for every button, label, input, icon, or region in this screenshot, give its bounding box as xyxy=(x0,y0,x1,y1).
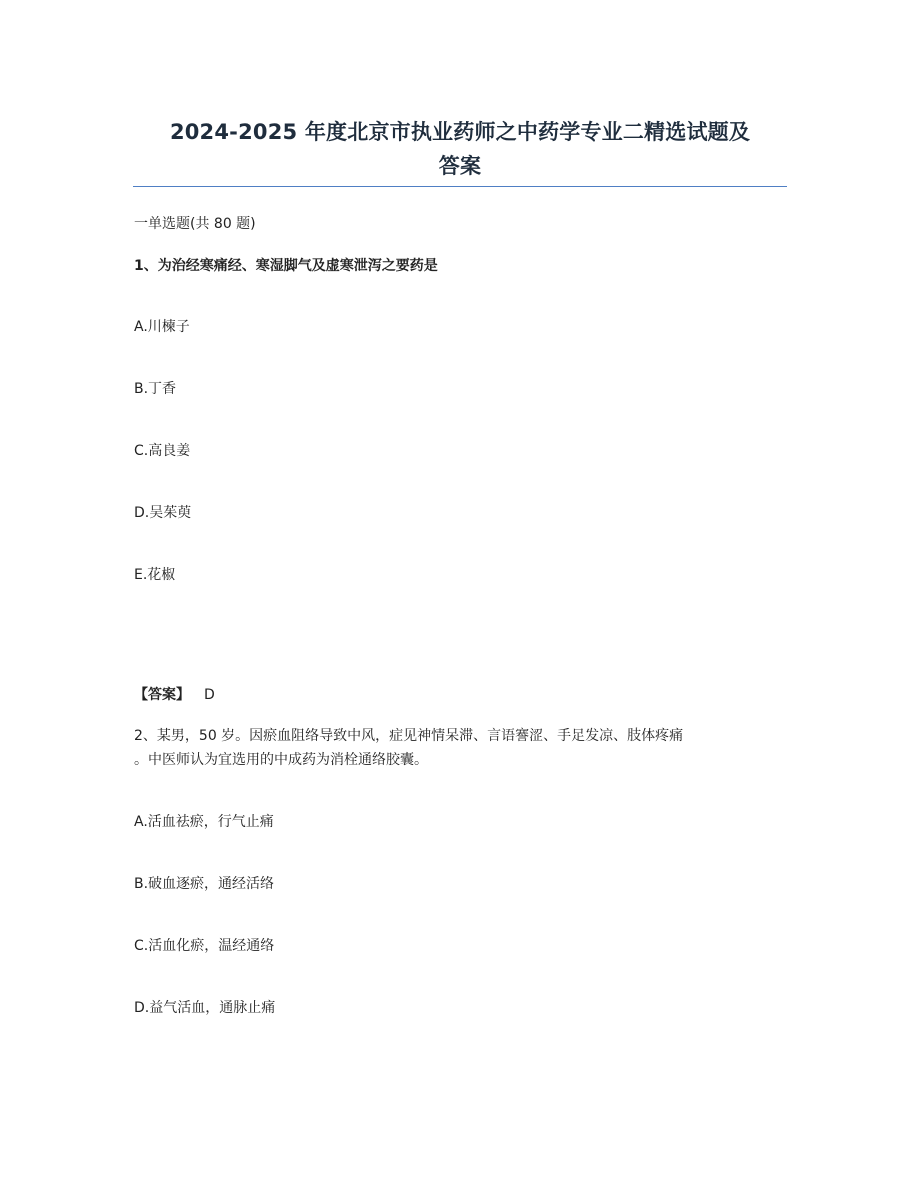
document-title-line-1: 2024-2025 年度北京市执业药师之中药学专业二精选试题及 xyxy=(169,120,751,144)
document-title-line-2: 答案 xyxy=(438,154,482,178)
question-1-option-d: D.吴茱萸 xyxy=(134,505,192,521)
question-2-stem-line-1: 2、某男，50 岁。因瘀血阻络导致中风，症见神情呆滞、言语謇涩、手足发凉、肢体疼痛 xyxy=(134,728,684,744)
answer-value: D xyxy=(204,687,215,703)
answer-label: 【答案】 xyxy=(134,687,190,703)
title-divider xyxy=(133,186,787,187)
question-2-stem-line-2: 。中医师认为宜选用的中成药为消栓通络胶囊。 xyxy=(134,752,428,768)
question-1-option-c: C.高良姜 xyxy=(134,443,191,459)
question-1-stem: 1、为治经寒痛经、寒湿脚气及虚寒泄泻之要药是 xyxy=(134,258,438,274)
question-2-option-a: A.活血祛瘀，行气止痛 xyxy=(134,814,274,830)
question-1-option-b: B.丁香 xyxy=(134,381,177,397)
question-1-option-a: A.川楝子 xyxy=(134,319,190,335)
question-2-option-d: D.益气活血，通脉止痛 xyxy=(134,1000,276,1016)
question-2-option-b: B.破血逐瘀，通经活络 xyxy=(134,876,275,892)
section-heading: 一单选题(共 80 题) xyxy=(134,216,256,232)
question-1-option-e: E.花椒 xyxy=(134,567,176,583)
question-2-option-c: C.活血化瘀，温经通络 xyxy=(134,938,275,954)
question-1-answer xyxy=(134,684,215,704)
